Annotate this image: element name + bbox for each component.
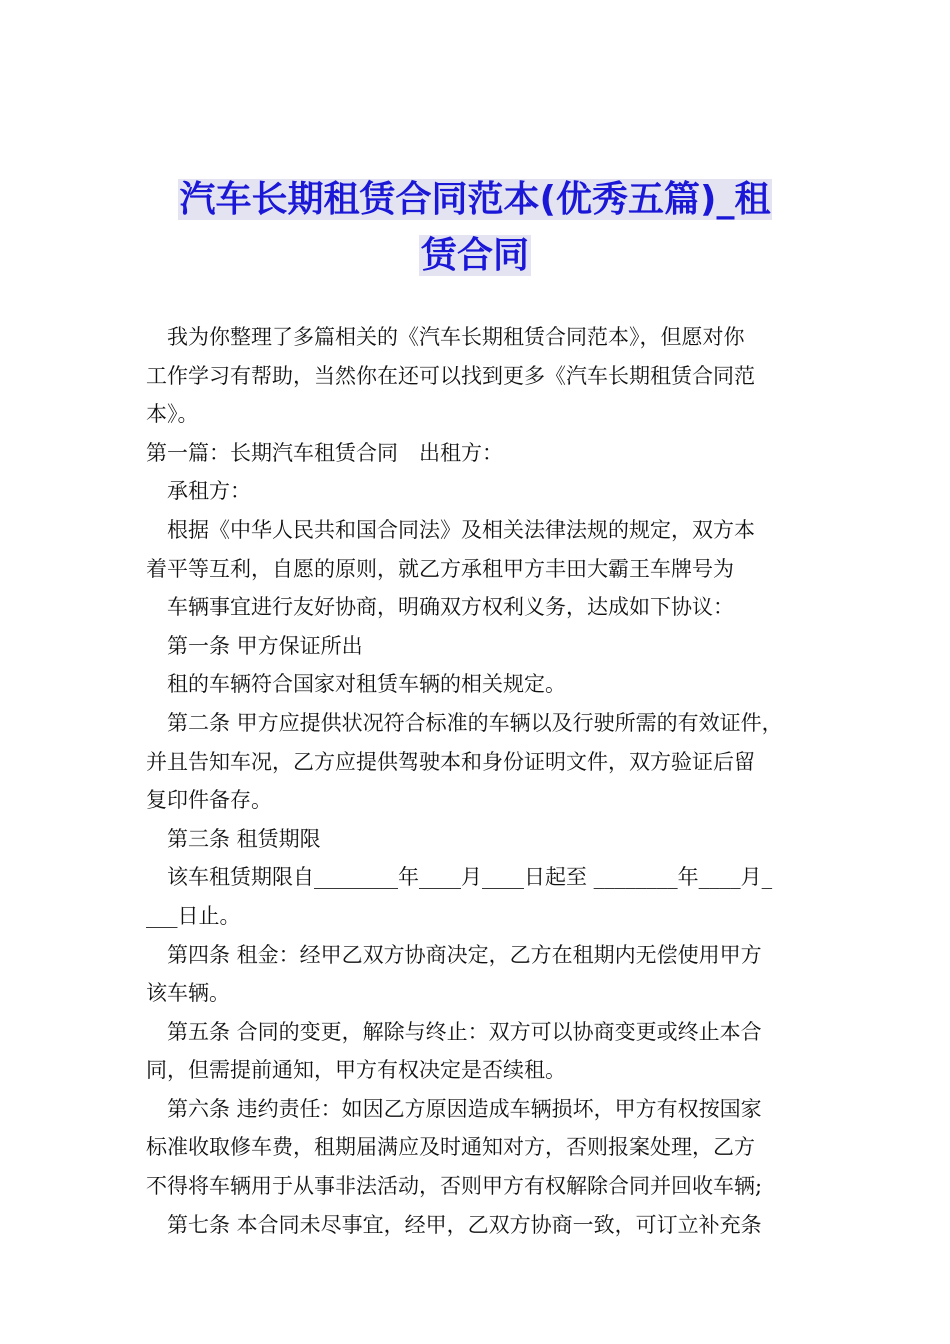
title-line-2: 赁合同 [420,235,529,276]
body-line: 该车租赁期限自________年____月____日起至 ________年____月_ [167,865,773,890]
body-line: 第一篇：长期汽车租赁合同 出租方： [146,440,503,465]
title-line-1: 汽车长期租赁合同范本(优秀五篇)_租 [179,179,771,220]
body-line: 根据《中华人民共和国合同法》及相关法律法规的规定，双方本 [167,517,755,542]
body-line: 第七条 本合同未尽事宜，经甲，乙双方协商一致，可订立补充条 [167,1212,762,1237]
body-line: 第三条 租赁期限 [167,826,321,851]
body-line: 租的车辆符合国家对租赁车辆的相关规定。 [167,672,566,697]
body-line: 第二条 甲方应提供状况符合标准的车辆以及行驶所需的有效证件， [167,710,783,735]
body-line: 同，但需提前通知，甲方有权决定是否续租。 [146,1058,566,1083]
body-line: 第六条 违约责任：如因乙方原因造成车辆损坏，甲方有权按国家 [167,1096,762,1121]
body-line: 该车辆。 [146,981,230,1006]
body-line: 不得将车辆用于从事非法活动，否则甲方有权解除合同并回收车辆; [146,1174,763,1199]
body-line: ___日止。 [146,903,241,928]
body-line: 本》。 [146,402,199,427]
body-line: 标准收取修车费，租期届满应及时通知对方，否则报案处理，乙方 [146,1135,755,1160]
body-line: 承租方： [167,479,251,504]
body-line: 并且告知车况，乙方应提供驾驶本和身份证明文件，双方验证后留 [146,749,755,774]
body-line: 第四条 租金：经甲乙双方协商决定，乙方在租期内无偿使用甲方 [167,942,762,967]
body-line: 我为你整理了多篇相关的《汽车长期租赁合同范本》，但愿对你 [167,325,745,349]
body-line: 车辆事宜进行友好协商，明确双方权利义务，达成如下协议： [167,595,734,620]
document-title [150,172,800,284]
body-line: 第五条 合同的变更，解除与终止：双方可以协商变更或终止本合 [167,1019,762,1044]
body-line: 工作学习有帮助，当然你在还可以找到更多《汽车长期租赁合同范 [146,363,755,388]
document-body [146,318,826,1244]
body-line: 着平等互利，自愿的原则，就乙方承租甲方丰田大霸王车牌号为 [146,556,734,581]
body-line: 第一条 甲方保证所出 [167,633,363,658]
body-line: 复印件备存。 [146,788,272,813]
